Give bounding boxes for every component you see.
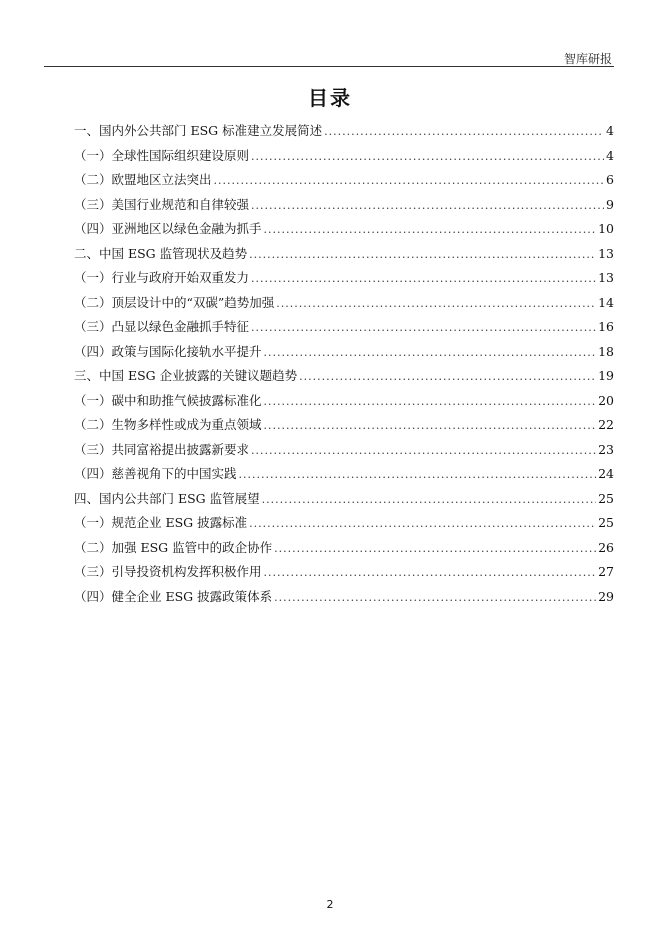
toc-entry-label: 四、国内公共部门 ESG 监管展望 [74, 490, 260, 506]
toc-dot-leader [249, 512, 596, 537]
toc-entry-page: 20 [598, 392, 614, 408]
toc-dot-leader [251, 267, 596, 292]
toc-entry-label: （二）欧盟地区立法突出 [74, 172, 212, 187]
toc-entry-page: 25 [598, 490, 614, 506]
header-divider [44, 66, 614, 67]
toc-dot-leader [251, 145, 604, 170]
toc-entry[interactable] [74, 462, 614, 487]
toc-dot-leader [251, 194, 604, 219]
toc-entry-label: （四）慈善视角下的中国实践 [74, 466, 237, 481]
toc-dot-leader [276, 292, 596, 317]
toc-dot-leader [239, 463, 597, 488]
toc-dot-leader [264, 390, 597, 415]
toc-dot-leader [274, 537, 596, 562]
toc-entry-page: 4 [606, 123, 614, 138]
toc-entry-label: （一）行业与政府开始双重发力 [74, 270, 250, 285]
toc-entry-page: 13 [598, 245, 614, 261]
toc-entry-page: 27 [598, 564, 614, 579]
toc-dot-leader [264, 414, 597, 439]
toc-entry-page: 23 [598, 441, 614, 457]
toc-entry-label: （二）生物多样性或成为重点领域 [74, 417, 262, 432]
toc-entry-page: 29 [598, 588, 614, 604]
toc-dot-leader [264, 341, 597, 366]
toc-dot-leader [251, 439, 596, 464]
toc-entry[interactable] [74, 217, 614, 242]
toc-entry-label: （二）顶层设计中的“双碳”趋势加强 [74, 294, 275, 310]
toc-entry-label: （一）碳中和助推气候披露标准化 [74, 392, 262, 408]
header-label: 智库研报 [563, 52, 612, 66]
toc-entry-label: （三）凸显以绿色金融抓手特征 [74, 319, 250, 334]
toc-entry-page: 10 [598, 221, 614, 236]
toc-entry[interactable] [74, 266, 614, 291]
toc-dot-leader [251, 316, 596, 341]
toc-entry-label: （四）政策与国际化接轨水平提升 [74, 343, 262, 359]
toc-entry[interactable] [74, 168, 614, 193]
toc-entry[interactable] [74, 242, 614, 267]
toc-entry-label: （一）规范企业 ESG 披露标准 [74, 515, 248, 530]
toc-entry[interactable] [74, 585, 614, 610]
toc-title: 目录 [308, 86, 352, 110]
toc-dot-leader [299, 365, 596, 390]
toc-entry-label: （四）亚洲地区以绿色金融为抓手 [74, 221, 262, 236]
toc-entry[interactable] [74, 560, 614, 585]
toc-entry-page: 9 [606, 196, 614, 212]
toc-entry-page: 4 [606, 147, 614, 163]
toc-entry[interactable] [74, 193, 614, 218]
toc-entry[interactable] [74, 389, 614, 414]
toc-entry[interactable] [74, 536, 614, 561]
toc-entry-page: 14 [598, 294, 614, 310]
toc-entry-page: 26 [598, 539, 614, 555]
toc-entry[interactable] [74, 119, 614, 144]
toc-entry[interactable] [74, 364, 614, 389]
toc-entry-page: 22 [598, 417, 614, 432]
toc-entry-label: 二、中国 ESG 监管现状及趋势 [74, 245, 248, 261]
toc-list [74, 119, 614, 609]
toc-entry-label: （四）健全企业 ESG 披露政策体系 [74, 588, 273, 604]
toc-entry-label: （三）引导投资机构发挥积极作用 [74, 564, 262, 579]
toc-entry-label: （三）共同富裕提出披露新要求 [74, 441, 250, 457]
toc-entry[interactable] [74, 487, 614, 512]
toc-dot-leader [249, 243, 596, 268]
toc-dot-leader [324, 120, 604, 145]
toc-entry-page: 24 [598, 466, 614, 481]
toc-entry[interactable] [74, 144, 614, 169]
toc-entry[interactable] [74, 511, 614, 536]
toc-entry-page: 25 [598, 515, 614, 530]
toc-entry[interactable] [74, 315, 614, 340]
toc-entry-page: 6 [606, 172, 614, 187]
toc-entry-label: 一、国内外公共部门 ESG 标准建立发展简述 [74, 123, 323, 138]
toc-dot-leader [214, 169, 605, 194]
toc-dot-leader [264, 218, 597, 243]
toc-entry[interactable] [74, 340, 614, 365]
toc-entry-page: 16 [598, 319, 614, 334]
page-number: 2 [326, 898, 334, 911]
toc-dot-leader [274, 586, 596, 611]
toc-entry-label: （一）全球性国际组织建设原则 [74, 147, 250, 163]
toc-entry-label: 三、中国 ESG 企业披露的关键议题趋势 [74, 368, 298, 383]
toc-dot-leader [262, 488, 596, 513]
toc-entry[interactable] [74, 291, 614, 316]
toc-entry-page: 13 [598, 270, 614, 285]
toc-entry-page: 18 [598, 343, 614, 359]
toc-dot-leader [264, 561, 597, 586]
toc-entry-label: （二）加强 ESG 监管中的政企协作 [74, 539, 273, 555]
toc-entry-page: 19 [598, 368, 614, 383]
toc-entry-label: （三）美国行业规范和自律较强 [74, 196, 250, 212]
toc-entry[interactable] [74, 413, 614, 438]
toc-entry[interactable] [74, 438, 614, 463]
